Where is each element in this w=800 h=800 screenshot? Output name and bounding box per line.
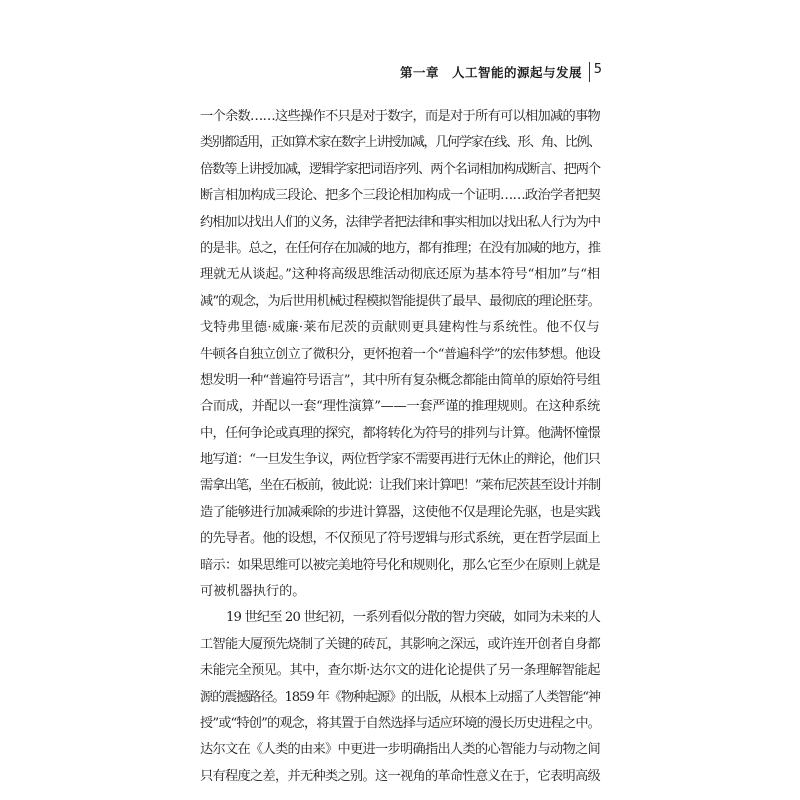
text-line: 减”的观念，为后世用机械过程模拟智能提供了最早、最彻底的理论胚芽。 [200,293,600,309]
text-line: 约相加以找出人们的义务，法律学者把法律和事实相加以找出私人行为为中 [200,214,600,230]
text-line: 倍数等上讲授加减，逻辑学家把词语序列、两个名词相加构成断言、把两个 [200,161,600,177]
paragraph-first-line: 19 世纪至 20 世纪初，一系列看似分散的智力突破，如同为未来的人 [226,610,600,626]
text-line: 地写道：“一旦发生争议，两位哲学家不需要再进行无休止的辩论，他们只 [200,452,600,468]
text-line: 类别都适用，正如算术家在数字上讲授加减，几何学家在线、形、角、比例、 [200,135,600,151]
text-line: 暗示：如果思维可以被完美地符号化和规则化，那么它至少在原则上就是 [200,557,600,573]
text-line: 只有程度之差，并无种类之别。这一视角的革命性意义在于，它表明高级 [200,768,600,784]
text-line: 一个余数……这些操作不只是对于数字，而是对于所有可以相加减的事物 [200,109,600,124]
header-divider [589,62,590,82]
text-line: 中，任何争论或真理的探究，都将转化为符号的排列与计算。他满怀憧憬 [200,425,600,441]
running-header [200,62,600,82]
page-number: 5 [593,62,602,77]
text-line: 造了能够进行加减乘除的步进计算器，这使他不仅是理论先驱，也是实践 [200,504,600,520]
text-line: 需拿出笔，坐在石板前，彼此说：让我们来计算吧！”莱布尼茨甚至设计并制 [200,478,600,494]
body-text [200,104,600,790]
text-line: 可被机器执行的。 [200,584,306,600]
text-line: 工智能大厦预先烧制了关键的砖瓦，其影响之深远，或许连开创者自身都 [200,636,600,652]
text-line: 的是非。总之，在任何存在加减的地方，都有推理；在没有加减的地方，推 [200,240,600,256]
text-line: 戈特弗里德·威廉·莱布尼茨的贡献则更具建构性与系统性。他不仅与 [200,320,600,336]
text-line: 断言相加构成三段论、把多个三段论相加构成一个证明……政治学者把契 [200,188,600,204]
text-line: 牛顿各自独立创立了微积分，更怀抱着一个“普遍科学”的宏伟梦想。他设 [200,346,600,362]
text-line: 的先导者。他的设想，不仅预见了符号逻辑与形式系统，更在哲学层面上 [200,531,600,547]
text-line: 想发明一种“普遍符号语言”，其中所有复杂概念都能由简单的原始符号组 [200,372,600,388]
text-line: 合而成，并配以一套“理性演算”——一套严谨的推理规则。在这种系统 [200,399,600,415]
text-line: 理就无从谈起。”这种将高级思维活动彻底还原为基本符号“相加”与“相 [200,267,600,283]
text-line: 源的震撼路径。1859 年《物种起源》的出版，从根本上动摇了人类智能“神 [200,689,600,705]
text-line: 未能完全预见。其中，查尔斯·达尔文的进化论提供了另一条理解智能起 [200,663,600,679]
text-line: 授”或“特创”的观念，将其置于自然选择与适应环境的漫长历史进程之中。 [200,715,600,731]
text-line: 达尔文在《人类的由来》中更进一步明确指出人类的心智能力与动物之间 [200,742,600,758]
chapter-title: 第一章 人工智能的源起与发展 [399,65,582,80]
